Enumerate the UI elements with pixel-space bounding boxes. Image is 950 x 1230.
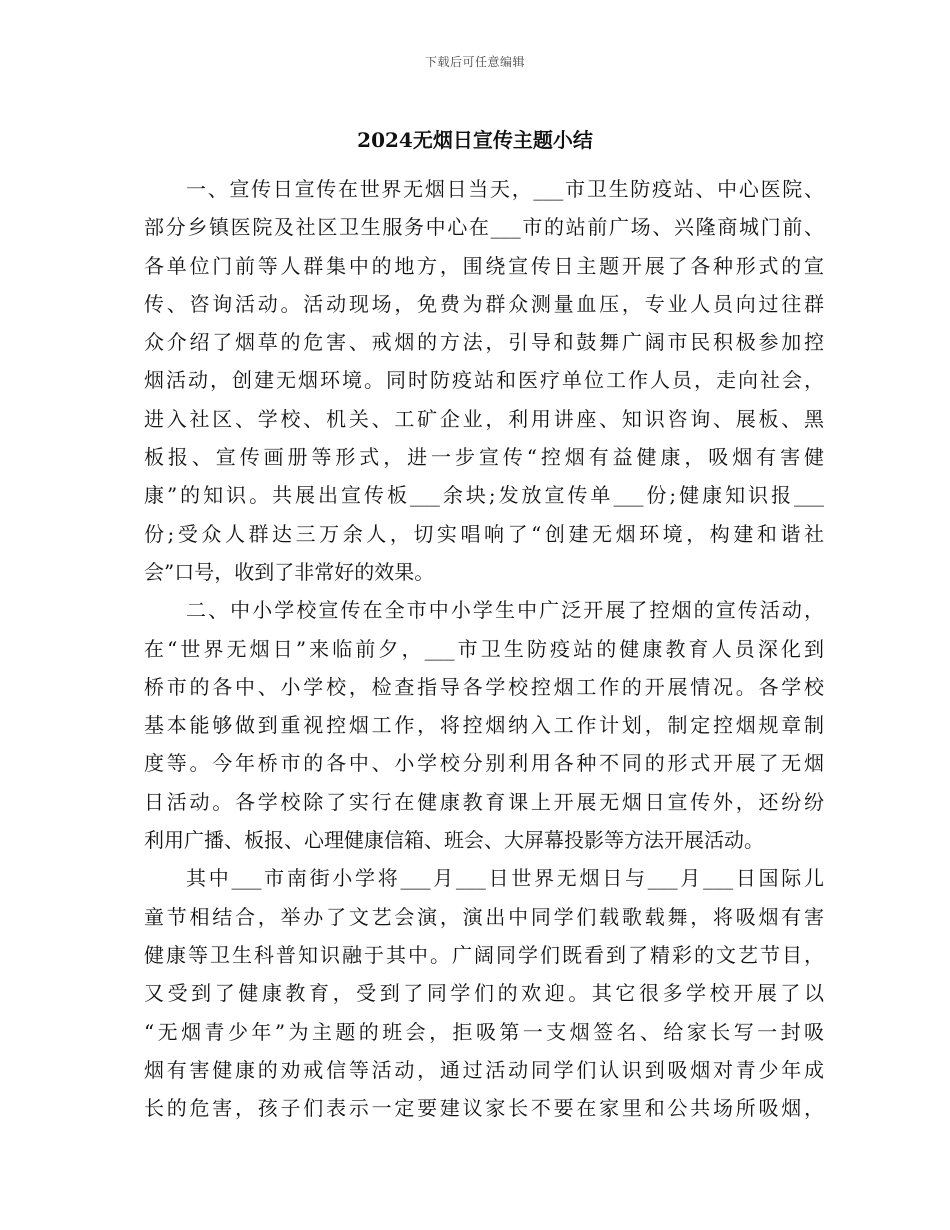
- paragraph-1-line-7: 进入社区、学校、机关、工矿企业，利用讲座、知识咨询、展板、黑: [144, 406, 824, 431]
- paragraph-3-line-2: 童节相结合，举办了文艺会演，演出中同学们载歌载舞，将吸烟有害: [144, 904, 824, 929]
- paragraph-2-line-7: 利用广播、板报、心理健康信箱、班会、大屏幕投影等方法开展活动。: [144, 828, 764, 853]
- paragraph-1-line-9: 康”的知识。共展出宣传板___余块;发放宣传单___份;健康知识报___: [144, 483, 824, 508]
- paragraph-3-line-5: “无烟青少年”为主题的班会，拒吸第一支烟签名、给家长写一封吸: [144, 1019, 824, 1044]
- paragraph-1-line-2: 部分乡镇医院及社区卫生服务中心在___市的站前广场、兴隆商城门前、: [144, 215, 824, 240]
- paragraph-3-line-7: 长的危害，孩子们表示一定要建议家长不要在家里和公共场所吸烟，: [144, 1096, 824, 1121]
- paragraph-3-line-3: 健康等卫生科普知识融于其中。广阔同学们既看到了精彩的文艺节目，: [144, 942, 824, 967]
- paragraph-1-line-11: 会”口号，收到了非常好的效果。: [144, 559, 435, 584]
- paragraph-1-line-8: 板报、宣传画册等形式，进一步宣传“控烟有益健康，吸烟有害健: [144, 445, 824, 470]
- paragraph-2-line-1: 二、中小学校宣传在全市中小学生中广泛开展了控烟的宣传活动，: [186, 598, 824, 623]
- paragraph-1-line-3: 各单位门前等人群集中的地方，围绕宣传日主题开展了各种形式的宣: [144, 253, 824, 278]
- paragraph-2-line-3: 桥市的各中、小学校，检查指导各学校控烟工作的开展情况。各学校: [144, 674, 824, 699]
- paragraph-2-line-4: 基本能够做到重视控烟工作，将控烟纳入工作计划，制定控烟规章制: [144, 713, 824, 738]
- paragraph-2-line-2: 在“世界无烟日”来临前夕，___市卫生防疫站的健康教育人员深化到: [144, 636, 824, 661]
- paragraph-1-line-5: 众介绍了烟草的危害、戒烟的方法，引导和鼓舞广阔市民积极参加控: [144, 330, 824, 355]
- document-title: 2024无烟日宣传主题小结: [357, 128, 593, 152]
- paragraph-3-line-4: 又受到了健康教育，受到了同学们的欢迎。其它很多学校开展了以: [144, 981, 824, 1006]
- paragraph-2-line-6: 日活动。各学校除了实行在健康教育课上开展无烟日宣传外，还纷纷: [144, 789, 824, 814]
- document-body: [144, 170, 824, 1127]
- paragraph-3-line-6: 烟有害健康的劝戒信等活动，通过活动同学们认识到吸烟对青少年成: [144, 1057, 824, 1082]
- paragraph-2-line-5: 度等。今年桥市的各中、小学校分别利用各种不同的形式开展了无烟: [144, 751, 824, 776]
- paragraph-1-line-1: 一、宣传日宣传在世界无烟日当天，___市卫生防疫站、中心医院、: [186, 177, 824, 201]
- paragraph-1-line-4: 传、咨询活动。活动现场，免费为群众测量血压，专业人员向过往群: [144, 291, 824, 316]
- paragraph-3-line-1: 其中___市南街小学将___月___日世界无烟日与___月___日国际儿: [186, 866, 824, 891]
- paragraph-1-line-10: 份;受众人群达三万余人，切实唱响了“创建无烟环境，构建和谐社: [144, 521, 824, 546]
- paragraph-1-line-6: 烟活动，创建无烟环境。同时防疫站和医疗单位工作人员，走向社会，: [144, 368, 824, 393]
- header-note: 下载后可任意编辑: [424, 55, 525, 69]
